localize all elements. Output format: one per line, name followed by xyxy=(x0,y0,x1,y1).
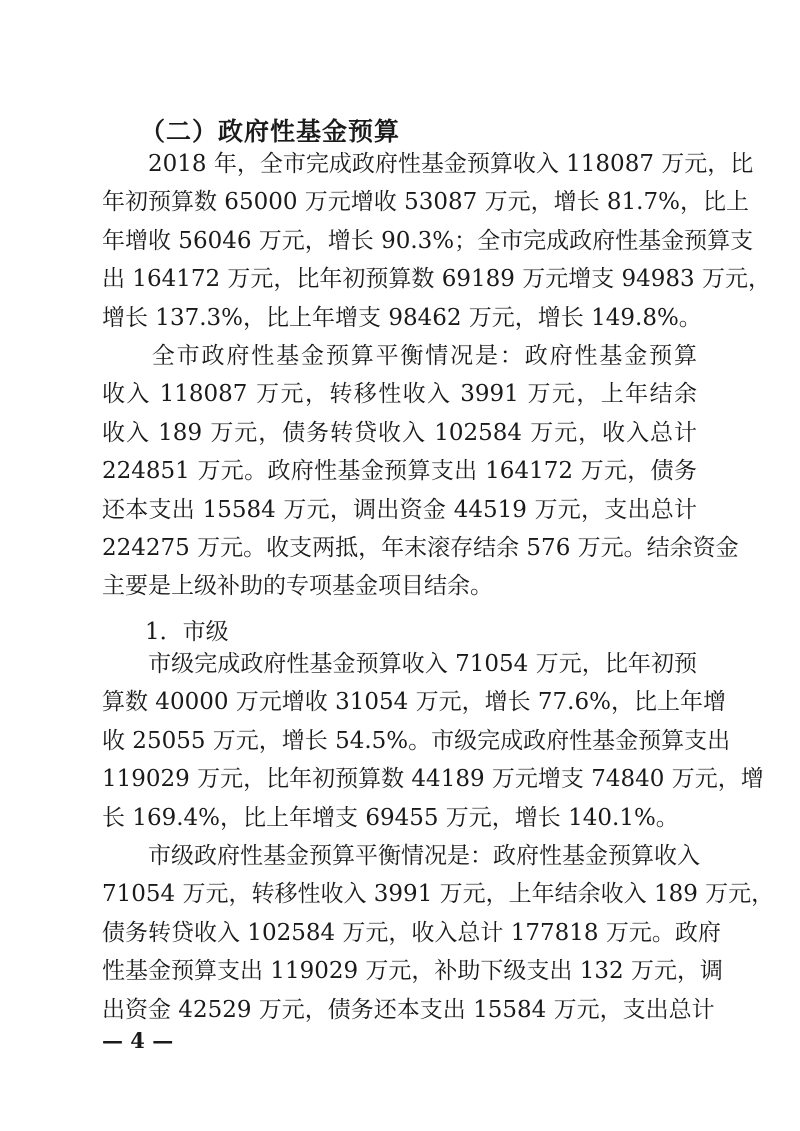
text-line: 长 169.4%，比上年增支 69455 万元，增长 140.1%。 xyxy=(102,804,679,831)
text-line: 市级完成政府性基金预算收入 71054 万元，比年初预 xyxy=(102,651,697,677)
text-line: 出资金 42529 万元，债务还本支出 15584 万元，支出总计 xyxy=(102,996,715,1023)
text-line: 年初预算数 65000 万元增收 53087 万元，增长 81.7%，比上 xyxy=(102,189,749,216)
paragraph-city-balance xyxy=(102,337,739,606)
text-line: 收入 118087 万元，转移性收入 3991 万元，上年结余 xyxy=(102,381,697,408)
text-line: 71054 万元，转移性收入 3991 万元，上年结余收入 189 万元， xyxy=(102,881,775,908)
paragraph-city-level-revenue xyxy=(102,645,764,837)
text-line: 出 164172 万元，比年初预算数 69189 万元增支 94983 万元， xyxy=(102,266,771,293)
text-line: 2018 年，全市完成政府性基金预算收入 118087 万元，比 xyxy=(102,151,754,177)
text-line: 224275 万元。收支两抵，年末滚存结余 576 万元。结余资金 xyxy=(102,534,739,561)
page-number: — 4 — xyxy=(102,1028,174,1053)
text-line: 主要是上级补助的专项基金项目结余。 xyxy=(102,573,493,600)
subheading-city-level: 1．市级 xyxy=(145,619,229,645)
section-heading: （二）政府性基金预算 xyxy=(140,117,401,146)
text-line: 还本支出 15584 万元，调出资金 44519 万元，支出总计 xyxy=(102,496,697,523)
text-line: 收 25055 万元，增长 54.5%。市级完成政府性基金预算支出 xyxy=(102,727,731,754)
paragraph-city-level-balance xyxy=(102,837,775,1029)
text-line: 算数 40000 万元增收 31054 万元，增长 77.6%，比上年增 xyxy=(102,689,726,716)
paragraph-revenue-summary xyxy=(102,145,771,337)
text-line: 债务转贷收入 102584 万元，收入总计 177818 万元。政府 xyxy=(102,919,721,946)
text-line: 增长 137.3%，比上年增支 98462 万元，增长 149.8%。 xyxy=(102,304,702,331)
text-line: 119029 万元，比年初预算数 44189 万元增支 74840 万元，增 xyxy=(102,766,764,793)
text-line: 年增收 56046 万元，增长 90.3%；全市完成政府性基金预算支 xyxy=(102,227,754,254)
text-line: 性基金预算支出 119029 万元，补助下级支出 132 万元，调 xyxy=(102,958,723,985)
text-line: 市级政府性基金预算平衡情况是：政府性基金预算收入 xyxy=(102,843,700,869)
text-line: 224851 万元。政府性基金预算支出 164172 万元，债务 xyxy=(102,458,697,485)
text-line: 收入 189 万元，债务转贷收入 102584 万元，收入总计 xyxy=(102,419,697,446)
text-line: 全市政府性基金预算平衡情况是：政府性基金预算 xyxy=(102,343,697,369)
